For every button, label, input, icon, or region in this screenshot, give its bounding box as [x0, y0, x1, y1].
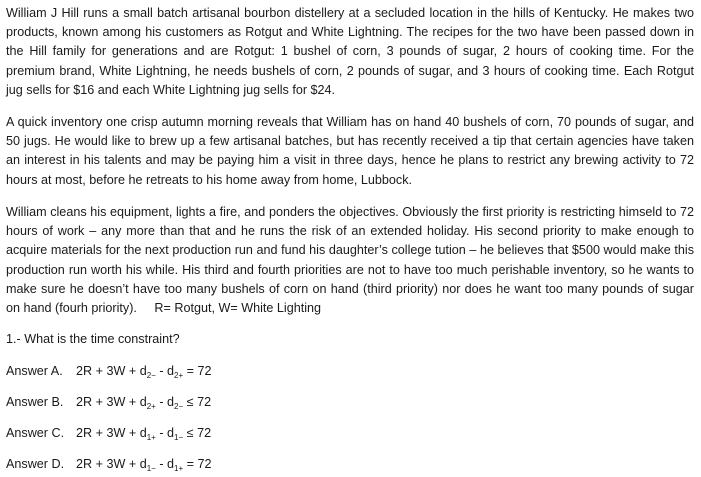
variable-legend: R= Rotgut, W= White Lighting: [154, 301, 322, 316]
answer-d[interactable]: [6, 455, 212, 474]
answer-d-expression: $2R + 3W + d_{1-} - d_{1+} = 72$: [76, 457, 212, 473]
answer-b-label: Answer B.: [6, 395, 64, 409]
paragraph-3: [6, 203, 694, 318]
answer-d-label: Answer D.: [6, 457, 65, 471]
answer-a-label: Answer A.: [6, 364, 63, 378]
answer-b-expression: $2R + 3W + d_{2+} - d_{2-} \le 72$: [76, 395, 212, 411]
paragraph-1: William J Hill runs a small batch artisanal bourbon distellery at a secluded location in the hills of Kentucky. He makes two products, known among his customers as Rotgut and White Lightning. The recipes for the two have been passed down in the Hill family for generations and are Rotgut: 1 bushel of corn, 3 pounds of sugar, 2 hours of cooking time. For the premium brand, White Lightning, he needs bushels of corn, 2 pounds of sugar, and 3 hours of cooking time. Each Rotgut jug sells for $16 and each White Lightning jug sells for $24.: [6, 6, 694, 97]
answer-a[interactable]: [6, 362, 212, 381]
question-text: 1.- What is the time constraint?: [6, 332, 180, 346]
answer-c-expression: $2R + 3W + d_{1+} - d_{1-} \le 72$: [76, 426, 212, 442]
answer-a-expression: $2R + 3W + d_{2-} - d_{2+} = 72$: [76, 364, 212, 380]
paragraph-2: A quick inventory one crisp autumn morning reveals that William has on hand 40 bushels of corn, 70 pounds of sugar, and 50 jugs. He would like to brew up a few artisanal batches, but has recently received a tip that certain agencies have taken an interest in his talents and may be paying him a visit in three days, hence he plans to restrict any brewing activity to 72 hours at most, before he retreats to his home away from home, Lubbock.: [6, 115, 694, 187]
answer-c-label: Answer C.: [6, 426, 65, 440]
answer-b[interactable]: [6, 393, 211, 412]
answer-c[interactable]: [6, 424, 211, 443]
paragraph-3-text: William cleans his equipment, lights a fire, and ponders the objectives. Obviously the first priority is restricting himseld to 72 hours of work – any more than that and he runs the risk of an extended holiday. His second priority to make enough to acquire materials for the next production run and fund his daughter’s college tution – he believes that $500 would make this production run worth his while. His third and fourth priorities are not to have too much perishable inventory, so he wants to make sure he doesn’t have too many bushels of corn on hand (third priority) nor does he want too many pounds of sugar on hand (fourh priority).: [6, 205, 694, 316]
